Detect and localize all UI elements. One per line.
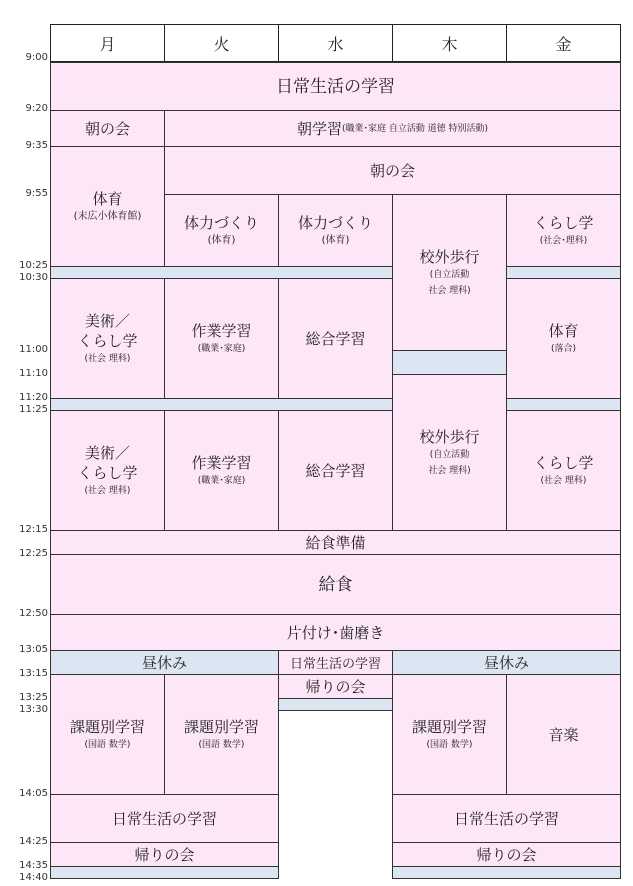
block-note: (職業･家庭): [197, 475, 246, 486]
block-title: 朝の会: [369, 161, 415, 180]
block-note: (末広小体育館): [73, 210, 142, 222]
time-label: 12:50: [19, 608, 48, 619]
work-tue-block-1: [164, 278, 279, 399]
block-title: くらし学: [533, 213, 594, 232]
time-label: 14:25: [19, 836, 48, 847]
fitness-wed-block: [278, 194, 393, 267]
block-note: (国語 数学): [426, 739, 473, 750]
time-label: 13:25: [19, 692, 48, 703]
block-title: 朝の会: [84, 119, 130, 138]
block-note: (自立活動: [429, 269, 470, 280]
block-title: 昼休み: [141, 653, 187, 672]
block-note: (職業･家庭 自立活動 道徳 特別活動): [341, 123, 489, 134]
block-title: くらし学: [77, 463, 138, 482]
pe-mon-block: [50, 146, 165, 267]
block-note: (社会 理科): [84, 485, 131, 496]
lunch-break-left: [50, 650, 279, 675]
morning-meeting-block: [164, 146, 621, 195]
music-fri-block: [506, 674, 621, 795]
topic-tue-block: [164, 674, 279, 795]
block-note: (社会 理科): [540, 475, 587, 486]
time-label: 10:25: [19, 260, 48, 271]
daily-life-left: [50, 794, 279, 843]
block-title: 美術／: [84, 311, 130, 330]
time-label: 11:25: [19, 404, 48, 415]
block-title: 昼休み: [483, 653, 529, 672]
art-mon-block-1: [50, 278, 165, 399]
header-fri: 金: [506, 24, 621, 62]
general-wed-block-2: [278, 410, 393, 531]
time-label: 10:30: [19, 272, 48, 283]
time-label: 9:20: [25, 103, 48, 114]
going-home-right: [392, 842, 621, 867]
pe-fri-block: [506, 278, 621, 399]
block-title: 給食準備: [305, 533, 366, 552]
block-title: 体力づくり: [297, 213, 373, 232]
time-label: 12:15: [19, 524, 48, 535]
time-label: 12:25: [19, 548, 48, 559]
break-bar-thu: [392, 350, 507, 375]
time-label: 9:55: [25, 188, 48, 199]
time-label: 14:05: [19, 788, 48, 799]
block-title: 体育: [92, 189, 123, 208]
daily-life-block: [50, 62, 621, 111]
block-note: (落合): [550, 343, 577, 354]
lunch-prep-block: [50, 530, 621, 555]
cleanup-block: [50, 614, 621, 651]
block-note: 社会 理科): [428, 285, 471, 296]
block-note: (職業･家庭): [197, 343, 246, 354]
block-title: 総合学習: [305, 329, 366, 348]
going-home-wed: [278, 674, 393, 699]
block-note: 社会 理科): [428, 465, 471, 476]
block-title: 日常生活の学習: [111, 809, 217, 828]
block-title: 美術／: [84, 443, 130, 462]
block-note: (国語 数学): [198, 739, 245, 750]
time-label: 11:00: [19, 344, 48, 355]
block-title: 日常生活の学習: [453, 809, 559, 828]
time-label: 9:00: [25, 52, 48, 63]
work-tue-block-2: [164, 410, 279, 531]
block-title: 校外歩行: [419, 247, 480, 266]
block-title: 課題別学習: [411, 717, 487, 736]
header-thu: 木: [392, 24, 507, 62]
block-title: 課題別学習: [183, 717, 259, 736]
topic-thu-block: [392, 674, 507, 795]
block-title: 校外歩行: [419, 427, 480, 446]
life-fri-block-1: [506, 194, 621, 267]
life-fri-block-2: [506, 410, 621, 531]
header-tue: 火: [164, 24, 279, 62]
time-label: 14:35: [19, 860, 48, 871]
morning-study-block: [164, 110, 621, 147]
general-wed-block-1: [278, 278, 393, 399]
block-title: くらし学: [533, 453, 594, 472]
time-label: 13:15: [19, 668, 48, 679]
block-title: くらし学: [77, 331, 138, 350]
time-label: 11:20: [19, 392, 48, 403]
fitness-tue-block: [164, 194, 279, 267]
block-title: 朝学習: [296, 119, 342, 138]
block-note: (社会･理科): [539, 235, 588, 246]
block-title: 日常生活の学習: [289, 657, 381, 672]
topic-mon-block: [50, 674, 165, 795]
block-note: (自立活動: [429, 449, 470, 460]
block-note: (国語 数学): [84, 739, 131, 750]
break-bar-wed: [278, 698, 393, 711]
time-label: 13:05: [19, 644, 48, 655]
header-wed: 水: [278, 24, 393, 62]
block-title: 片付け･歯磨き: [286, 623, 385, 642]
block-note: (社会 理科): [84, 353, 131, 364]
block-title: 課題別学習: [69, 717, 145, 736]
block-title: 日常生活の学習: [276, 76, 395, 97]
time-label: 14:40: [19, 872, 48, 883]
outing-thu-block-1: [392, 194, 507, 351]
block-title: 帰りの会: [134, 845, 195, 864]
lunch-break-right: [392, 650, 621, 675]
lunch-block: [50, 554, 621, 615]
outing-thu-block-2: [392, 374, 507, 531]
block-title: 帰りの会: [476, 845, 537, 864]
block-title: 総合学習: [305, 461, 366, 480]
morning-meeting-mon: [50, 110, 165, 147]
block-note: (体育): [207, 234, 236, 246]
art-mon-block-2: [50, 410, 165, 531]
block-title: 作業学習: [191, 453, 252, 472]
time-label: 13:30: [19, 704, 48, 715]
block-title: 体力づくり: [183, 213, 259, 232]
break-bar: [50, 866, 279, 879]
block-note: (体育): [321, 234, 350, 246]
block-title: 給食: [318, 574, 353, 595]
time-label: 9:35: [25, 140, 48, 151]
break-bar: [392, 866, 621, 879]
time-label: 11:10: [19, 368, 48, 379]
going-home-left: [50, 842, 279, 867]
daily-life-wed: [278, 650, 393, 675]
daily-life-right: [392, 794, 621, 843]
block-title: 体育: [548, 321, 579, 340]
block-title: 帰りの会: [305, 677, 366, 696]
block-title: 作業学習: [191, 321, 252, 340]
block-title: 音楽: [548, 725, 579, 744]
header-mon: 月: [50, 24, 165, 62]
